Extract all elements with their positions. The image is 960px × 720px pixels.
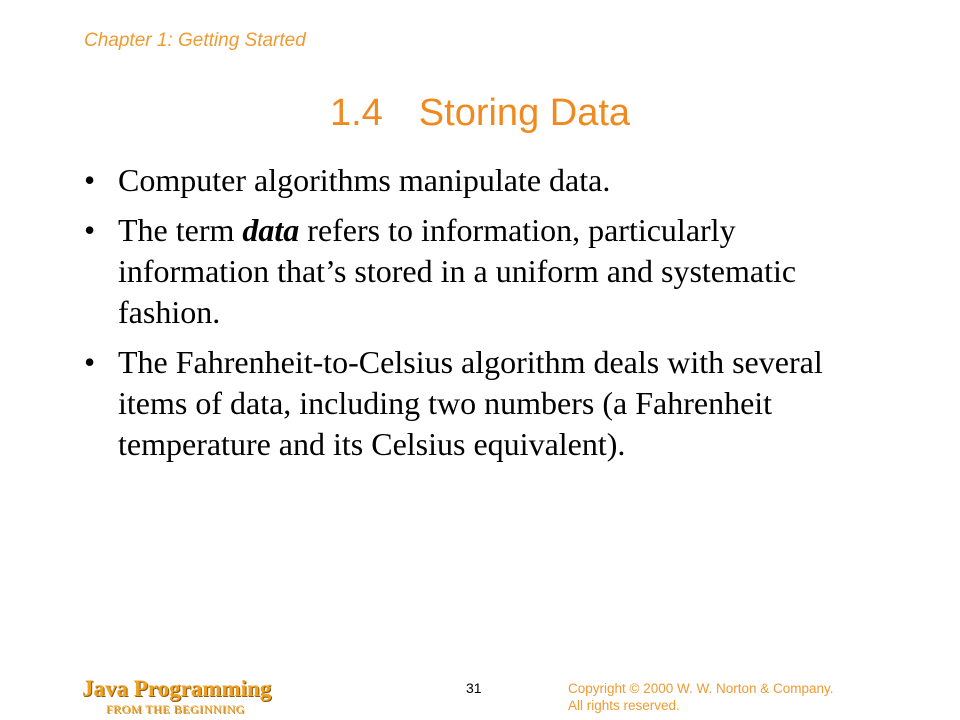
copyright-line: All rights reserved. [568,698,680,713]
bullet-text-before: The term [118,212,243,248]
slide-title [0,92,960,135]
bullet-text [118,210,884,333]
slide-title-number: 1.4 [329,92,383,134]
copyright-line: Copyright © 2000 W. W. Norton & Company. [568,681,834,696]
bullet-emphasis: data [242,212,300,248]
bullet-text: The Fahrenheit-to-Celsius algorithm deals with several items of data, including two numbers (a Fahrenheit temperature and its Celsius equivalent). [118,344,823,462]
bullet-glyph: • [84,212,96,248]
bullet-item [84,160,884,201]
chapter-header: Chapter 1: Getting Started [84,30,306,51]
page-number: 31 [466,680,482,696]
book-logo [82,676,322,716]
bullet-glyph: • [84,344,96,380]
slide-title-text: Storing Data [418,92,631,134]
bullet-item [84,342,884,465]
bullet-text: Computer algorithms manipulate data. [118,162,611,198]
book-logo-subtitle: FROM THE BEGINNING [106,702,245,716]
bullet-item [84,210,884,333]
bullet-text-after: refers to information, particularly information that’s stored in a uniform and systematic fashion. [118,212,797,330]
bullet-glyph: • [84,162,96,198]
copyright-notice [568,680,834,714]
bullet-list [84,160,884,474]
book-logo-title: Java Programming [82,676,272,701]
